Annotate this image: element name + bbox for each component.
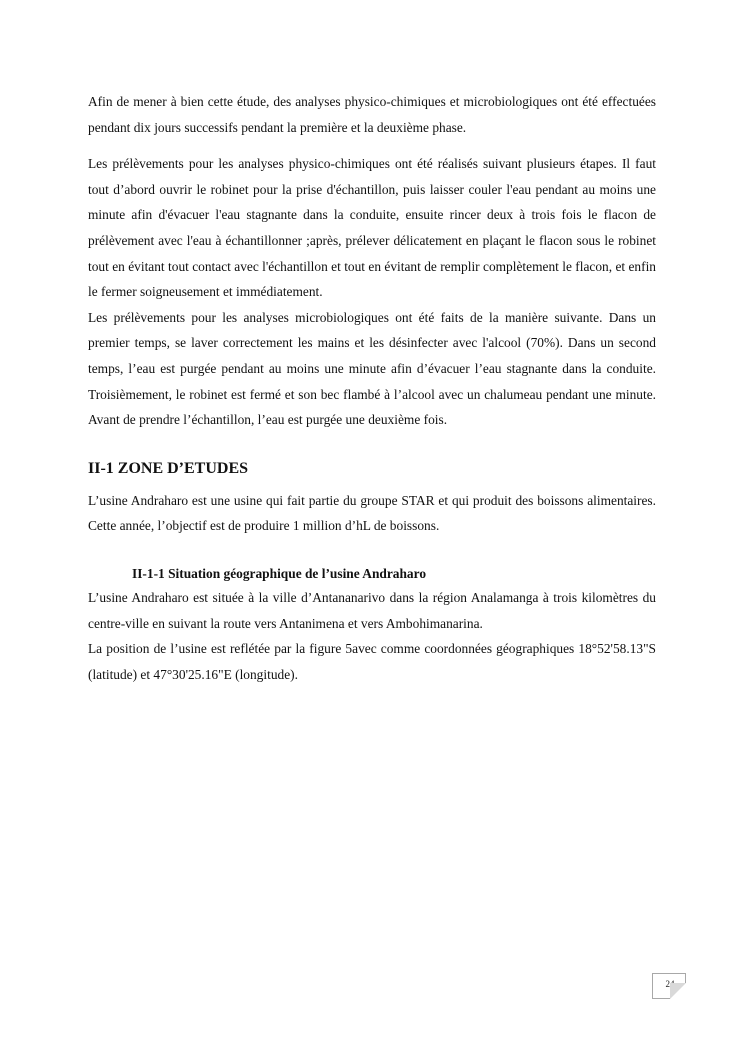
subsection-heading: II-1-1 Situation géographique de l’usine Andraharo xyxy=(132,565,427,581)
paragraph-microbiological-sampling: Les prélèvements pour les analyses microbiologiques ont été faits de la manière suivante. Dans un premier temps, se laver correctement les mains et les désinfecter avec l'alcool (70%). Dans un second temps, l’eau est purgée pendant au moins une minute afin d’évacuer l’eau stagnante dans la conduite. Troisièmement, le robinet est fermé et son bec flambé à l’alcool avec un chalumeau pendant une minute. Avant de prendre l’échantillon, l’eau est purgée une deuxième fois. xyxy=(88,309,656,428)
page-body xyxy=(88,89,656,687)
paragraph-physico-chemical-sampling: Les prélèvements pour les analyses physico-chimiques ont été réalisés suivant plusieurs étapes. Il faut tout d’abord ouvrir le robinet pour la prise d'échantillon, puis laisser couler l'eau pendant au moins une minute afin d'évacuer l'eau stagnante dans la conduite, ensuite rincer deux à trois fois le flacon de prélèvement avec l'eau à échantillonner ;après, prélever délicatement en plaçant le flacon sous le robinet tout en évitant tout contact avec l'échantillon et tout en évitant de remplir complètement le flacon, et enfin le fermer soigneusement et immédiatement. xyxy=(88,156,656,300)
paragraph-study-intro: Afin de mener à bien cette étude, des analyses physico-chimiques et microbiologiques ont été effectuées pendant dix jours successifs pendant la première et la deuxième phase. xyxy=(88,94,656,135)
section-heading: II-1 ZONE D’ETUDES xyxy=(88,459,249,477)
page-number: 24 xyxy=(665,979,675,989)
paragraph-factory-location: L’usine Andraharo est située à la ville d’Antananarivo dans la région Analamanga à trois kilomètres du centre-ville en suivant la route vers Antanimena et vers Ambohimanarina. xyxy=(88,589,656,631)
paragraph-factory-coordinates: La position de l’usine est reflétée par la figure 5avec comme coordonnées géographiques 18°52'58.13"S (latitude) et 47°30'25.16"E (longitude). xyxy=(88,641,656,682)
paragraph-factory-description: L’usine Andraharo est une usine qui fait partie du groupe STAR et qui produit des boissons alimentaires. Cette année, l’objectif est de produire 1 million d’hL de boissons. xyxy=(88,492,656,534)
page-number-box xyxy=(652,973,686,999)
page-fold-corner xyxy=(670,983,686,999)
